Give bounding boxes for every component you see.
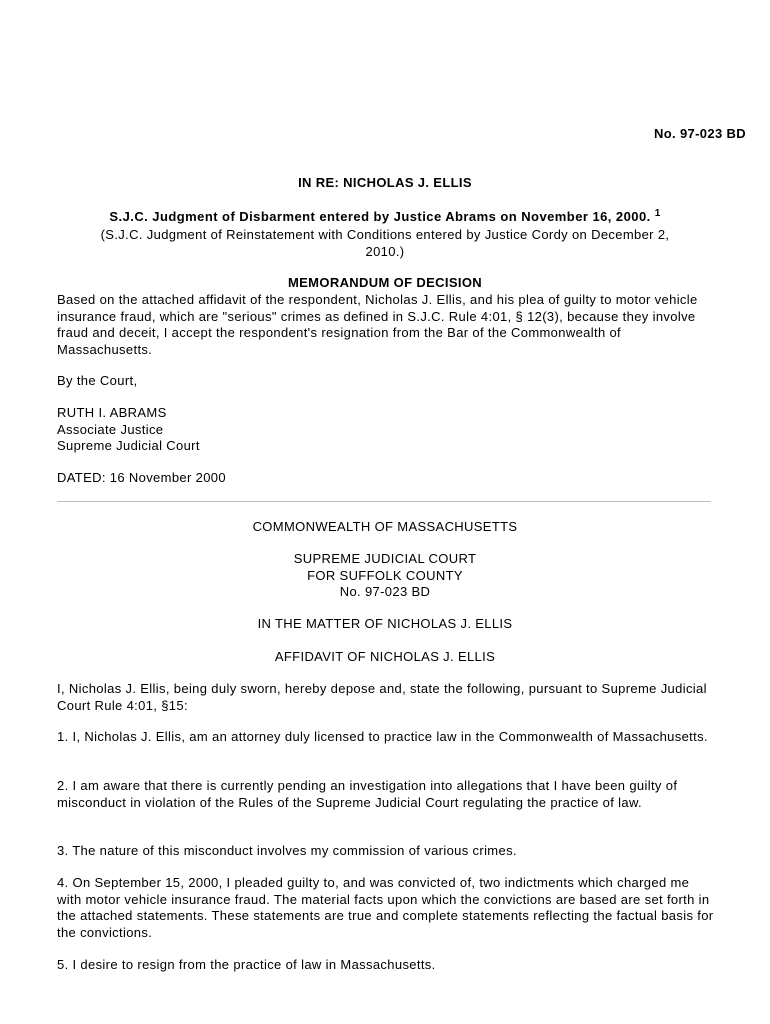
court-name: SUPREME JUDICIAL COURT xyxy=(293,551,477,566)
signer-title: Associate Justice xyxy=(57,421,164,437)
dated-line: DATED: 16 November 2000 xyxy=(57,470,226,485)
court-caption xyxy=(57,551,713,601)
matter-heading: IN THE MATTER OF NICHOLAS J. ELLIS xyxy=(257,616,513,631)
affidavit-paragraph-4: 4. On September 15, 2000, I pleaded guilty to, and was convicted of, two indictments which charged me with motor vehicle insurance fraud. The material facts upon which the convictions are based are set forth in the attached statements. These statements are true and complete statements reflecting the factual basis for the convictions. xyxy=(57,875,714,940)
by-the-court: By the Court, xyxy=(57,373,138,388)
affidavit-paragraph-1: 1. I, Nicholas J. Ellis, am an attorney duly licensed to practice law in the Commonwealth of Massachusetts. xyxy=(57,729,708,744)
reinstatement-note xyxy=(57,227,713,260)
reinstatement-line-2: 2010.) xyxy=(365,243,405,259)
affidavit-paragraph-3: 3. The nature of this misconduct involves my commission of various crimes. xyxy=(57,843,517,858)
signature-block xyxy=(57,405,717,455)
affidavit-title: AFFIDAVIT OF NICHOLAS J. ELLIS xyxy=(274,649,496,664)
affidavit-paragraph-2: 2. I am aware that there is currently pending an investigation into allegations that I have been guilty of misconduct in violation of the Rules of the Supreme Judicial Court regulating the practice of law. xyxy=(57,778,678,810)
affidavit-intro: I, Nicholas J. Ellis, being duly sworn, hereby depose and, state the following, pursuant to Supreme Judicial Court Rule 4:01, §15: xyxy=(57,681,707,713)
case-number: No. 97-023 BD xyxy=(654,126,746,141)
signer-court: Supreme Judicial Court xyxy=(57,438,200,453)
judgment-line xyxy=(57,209,713,226)
county-name: FOR SUFFOLK COUNTY xyxy=(307,567,463,583)
signer-name: RUTH I. ABRAMS xyxy=(57,405,167,420)
memorandum-title: MEMORANDUM OF DECISION xyxy=(287,275,483,290)
footnote-reference[interactable]: 1 xyxy=(654,208,661,219)
reinstatement-line-1: (S.J.C. Judgment of Reinstatement with Conditions entered by Justice Cordy on December 2, xyxy=(100,227,670,242)
affidavit-paragraph-5: 5. I desire to resign from the practice of law in Massachusetts. xyxy=(57,957,436,972)
section-divider xyxy=(57,501,711,502)
judgment-text: S.J.C. Judgment of Disbarment entered by Justice Abrams on November 16, 2000. xyxy=(109,209,651,224)
in-re-heading: IN RE: NICHOLAS J. ELLIS xyxy=(298,175,472,190)
affidavit-number: No. 97-023 BD xyxy=(339,584,431,599)
memorandum-body: Based on the attached affidavit of the respondent, Nicholas J. Ellis, and his plea of guilty to motor vehicle insurance fraud, which are "serious" crimes as defined in S.J.C. Rule 4:01, § 12(3), because they involve fraud and deceit, I accept the respondent's resignation from the Bar of the Commonwealth of Massachusetts. xyxy=(57,292,698,357)
commonwealth-heading: COMMONWEALTH OF MASSACHUSETTS xyxy=(252,519,518,534)
